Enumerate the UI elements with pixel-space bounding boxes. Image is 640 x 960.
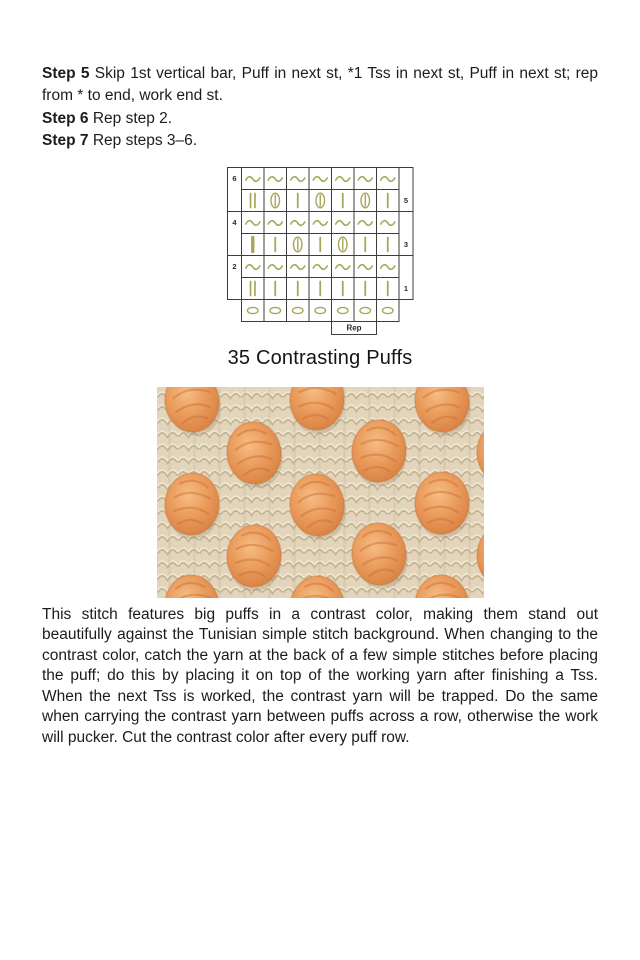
stitch-chart xyxy=(227,167,413,342)
svg-text:2: 2 xyxy=(232,261,237,271)
swatch-photo-image xyxy=(157,387,484,598)
stitch-chart-svg xyxy=(227,167,414,337)
swatch-photo xyxy=(157,387,484,598)
svg-text:Rep: Rep xyxy=(346,323,362,333)
svg-text:6: 6 xyxy=(232,173,237,183)
step-7-text: Rep steps 3–6. xyxy=(92,132,198,150)
stitch-description: This stitch features big puffs in a contrast color, making them stand out beautifully against the Tunisian simple stitch background. When changing to the contrast color, catch the yarn at the back of a few simple stitches before placing the puff; do this by placing it on top of the working yarn after finishing a Tss. When the next Tss is worked, the contrast yarn will be trapped. Do the same when carrying the contrast yarn between puffs across a row, otherwise the work will pucker. Cut the contrast color after every puff row. xyxy=(42,605,598,746)
svg-text:3: 3 xyxy=(403,239,409,249)
step-6 xyxy=(42,108,598,130)
step-5-text: Skip 1st vertical bar, Puff in next st, *1 Tss in next st, Puff in next st; rep from * to end, work end st. xyxy=(42,65,598,105)
step-7 xyxy=(42,130,598,152)
step-5-label: Step 5 xyxy=(42,65,90,82)
step-5 xyxy=(42,63,598,108)
step-7-label: Step 7 xyxy=(42,132,89,150)
instruction-steps xyxy=(42,63,598,153)
step-6-label: Step 6 xyxy=(42,109,89,127)
step-6-text: Rep step 2. xyxy=(92,109,173,127)
svg-text:4: 4 xyxy=(232,217,237,227)
pattern-title: 35 Contrasting Puffs xyxy=(227,346,413,369)
svg-text:5: 5 xyxy=(403,195,409,205)
svg-text:1: 1 xyxy=(403,283,409,293)
